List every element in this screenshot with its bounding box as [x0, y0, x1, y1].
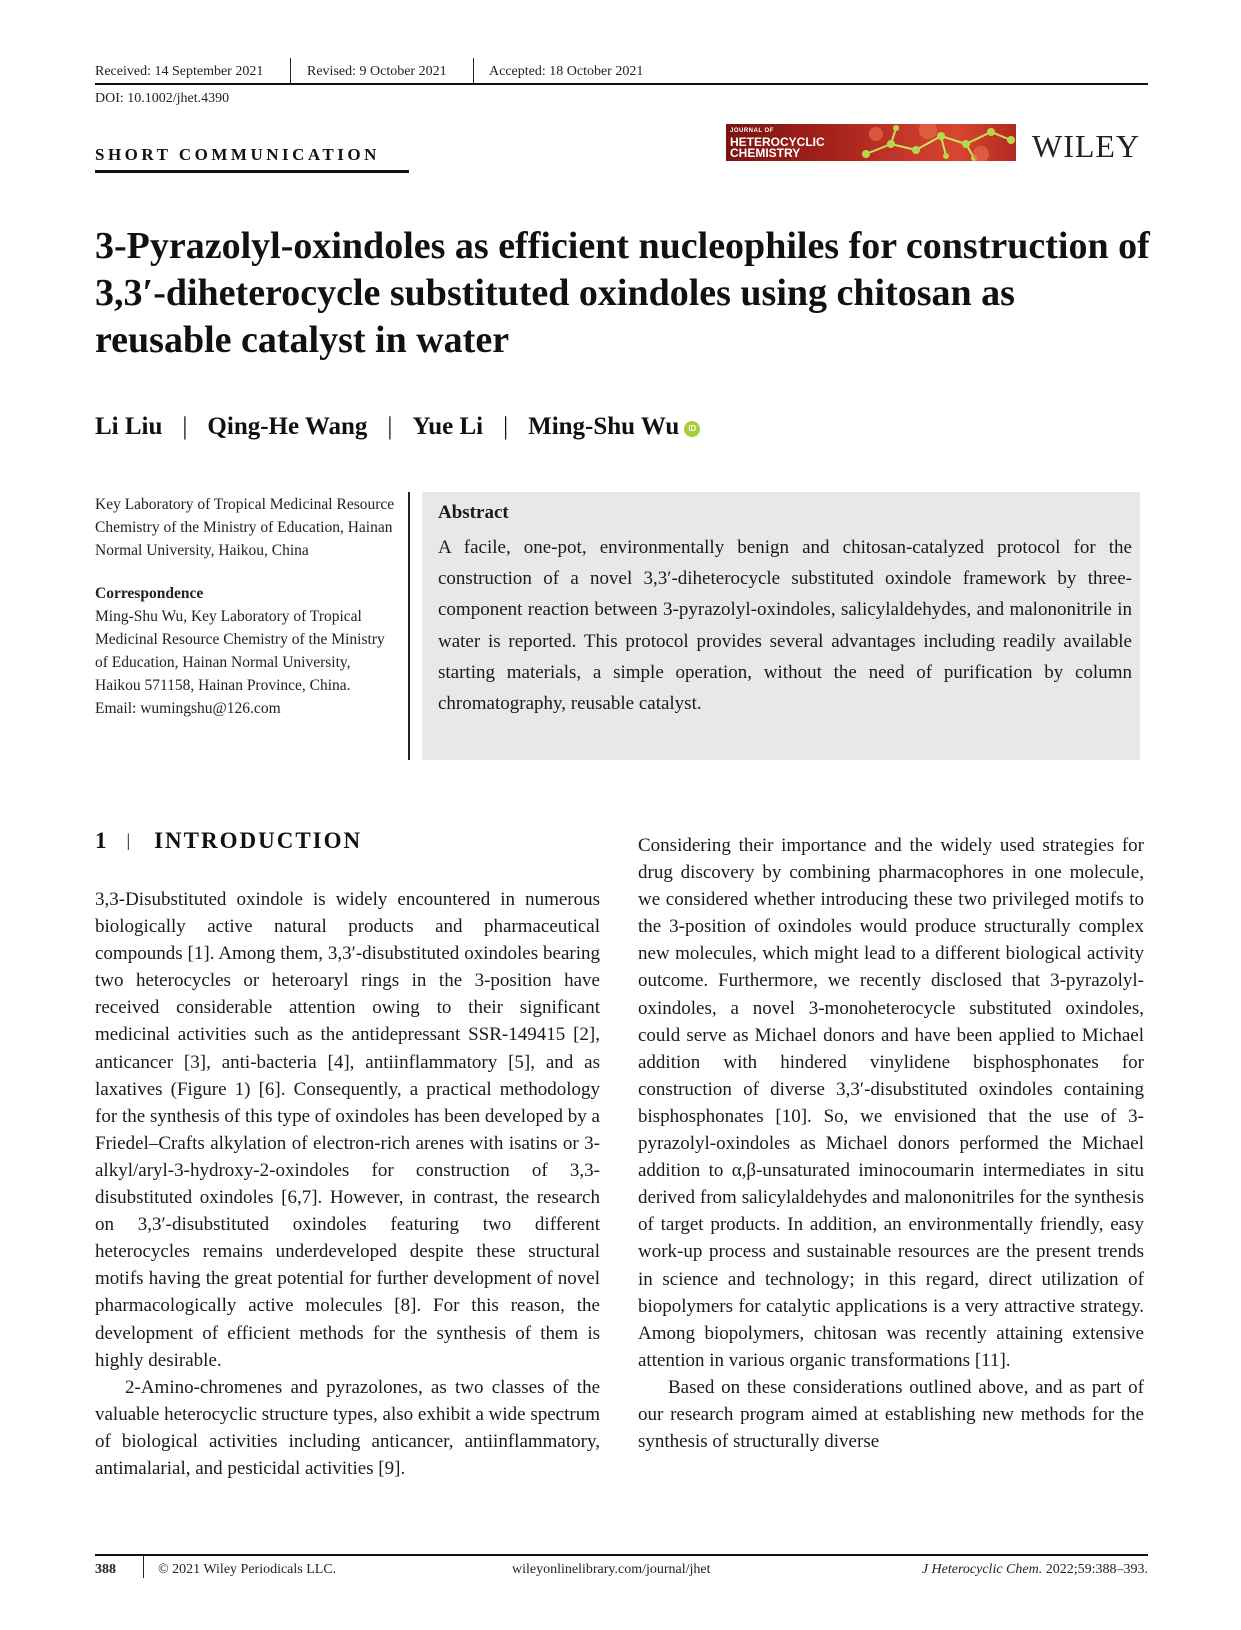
journal-banner-text [730, 126, 825, 159]
author-separator: | [503, 413, 509, 440]
accepted-date: Accepted: 18 October 2021 [489, 64, 644, 79]
doi[interactable]: DOI: 10.1002/jhet.4390 [95, 91, 230, 106]
journal-url[interactable]: wileyonlinelibrary.com/journal/jhet [512, 1562, 711, 1577]
paragraph: 3,3-Disubstituted oxindole is widely encountered in numerous biologically active natural products and pharmaceutical compounds [1]. Among them, 3,3′-disubstituted oxindoles bearing two heterocycles or heteroaryl rings in the 3-position have received considerable attention owing to their significant medicinal activities such as the antidepressant SSR-149415 [2], anticancer [3], anti-bacteria [4], antiinflammatory [5], and as laxatives (Figure 1) [6]. Consequently, a practical methodology for the synthesis of this type of oxindoles has been developed by a Friedel–Crafts alkylation of electron-rich arenes with isatins or 3-alkyl/aryl-3-hydroxy-2-oxindoles for construction of 3,3-disubstituted oxindoles [6,7]. However, in contrast, the research on 3,3′-disubstituted oxindoles featuring two different heterocycles remains underdeveloped despite these structural motifs having the great potential for further development of novel pharmacologically active molecules [8]. For this reason, the development of efficient methods for the synthesis of them is highly desirable. [95, 889, 600, 1371]
divider [408, 492, 410, 760]
article-dates [95, 62, 1148, 84]
paragraph: Considering their importance and the widely used strategies for drug discovery by combining pharmacophores in one molecule, we considered whether introducing these two privileged motifs to the 3-position of oxindoles would produce structurally complex new molecules, which might lead to a different biological activity outcome. Furthermore, we recently disclosed that 3-pyrazolyl-oxindoles, a novel 3-monoheterocycle substituted oxindoles, could serve as Michael donors and have been applied to Michael addition with hindered vinylidene bisphosphonates for construction of diverse 3,3′-disubstituted oxindoles containing bisphosphonates [10]. So, we envisioned that the use of 3-pyrazolyl-oxindoles as Michael donors performed the Michael addition to α,β-unsaturated iminocoumarin intermediates in situ derived from salicylaldehydes and malononitriles for the synthesis of target products. In addition, an environmentally friendly, easy work-up process and sustainable resources are the present trends in science and technology; in this regard, direct utilization of biopolymers for catalytic applications is a very attractive strategy. Among biopolymers, chitosan was recently attaining extensive attention in various organic transformations [11]. [638, 835, 1144, 1371]
citation-volume: 2022;59:388–393. [1045, 1562, 1148, 1577]
molecule-graphic-icon [846, 124, 1016, 161]
section-number: 1 [95, 828, 109, 853]
section-heading [95, 828, 362, 854]
abstract-text: A facile, one-pot, environmentally benign and chitosan-catalyzed protocol for the construction of a novel 3,3′-diheterocycle substituted oxindole framework by three-component reaction between 3-pyrazolyl-oxindoles, salicylaldehydes, and malononitrile in water is reported. This protocol provides several advantages including readily available starting materials, a simple operation, without the need of purification by column chromatography, reusable catalyst. [438, 537, 1132, 715]
author-name[interactable]: Ming-Shu Wu [528, 413, 680, 440]
citation-journal: J Heterocyclic Chem. [921, 1562, 1043, 1577]
footer-rule [95, 1554, 1148, 1556]
section-type: SHORT COMMUNICATION [95, 145, 380, 164]
journal-banner-line2: CHEMISTRY [730, 146, 801, 160]
affiliation: Key Laboratory of Tropical Medicinal Resource Chemistry of the Ministry of Education, Hainan Normal University, Haikou, China [95, 496, 395, 559]
section-title: INTRODUCTION [154, 828, 363, 853]
correspondence-label: Correspondence [95, 585, 204, 602]
divider [143, 1556, 144, 1578]
publisher-logo[interactable]: WILEY [1032, 128, 1141, 164]
revised-date: Revised: 9 October 2021 [307, 64, 447, 79]
affiliation-block [95, 493, 400, 720]
author-separator: | [387, 413, 393, 440]
paragraph: 2-Amino-chromenes and pyrazolones, as two classes of the valuable heterocyclic structure types, also exhibit a wide spectrum of biological activities including anticancer, antiinflammatory, antimalarial, and pesticidal activities [9]. [95, 1376, 600, 1479]
received-date: Received: 14 September 2021 [95, 64, 264, 79]
orcid-icon[interactable]: iD [684, 421, 700, 437]
author-name[interactable]: Qing-He Wang [207, 413, 368, 440]
header-rule [95, 83, 1148, 85]
citation [922, 1562, 1148, 1578]
journal-banner-line1: HETEROCYCLIC [730, 135, 825, 149]
author-name[interactable]: Yue Li [412, 413, 484, 440]
copyright: © 2021 Wiley Periodicals LLC. [158, 1562, 337, 1577]
section-divider: | [126, 830, 133, 850]
body-column-right [638, 832, 1144, 1455]
abstract-box [422, 492, 1140, 760]
body-column-left [95, 886, 600, 1482]
author-name[interactable]: Li Liu [95, 413, 163, 440]
abstract-heading: Abstract [438, 502, 509, 523]
correspondence-email[interactable]: Email: wumingshu@126.com [95, 700, 281, 717]
divider [290, 58, 291, 85]
correspondence-address: Ming-Shu Wu, Key Laboratory of Tropical Medicinal Resource Chemistry of the Ministry of Education, Hainan Normal University, Haikou 571158, Hainan Province, China. [95, 608, 385, 694]
article-title: 3-Pyrazolyl-oxindoles as efficient nucleophiles for construction of 3,3′-diheterocycle substituted oxindoles using chitosan as reusable catalyst in water [95, 225, 1150, 361]
journal-banner-small: JOURNAL OF [730, 128, 774, 134]
page-number: 388 [95, 1562, 116, 1577]
paragraph: Based on these considerations outlined above, and as part of our research program aimed at establishing new methods for the synthesis of structurally diverse [638, 1376, 1144, 1453]
journal-banner-logo[interactable] [726, 124, 1016, 161]
author-list [95, 413, 700, 441]
section-rule [95, 170, 409, 173]
author-separator: | [182, 413, 188, 440]
divider [473, 58, 474, 85]
